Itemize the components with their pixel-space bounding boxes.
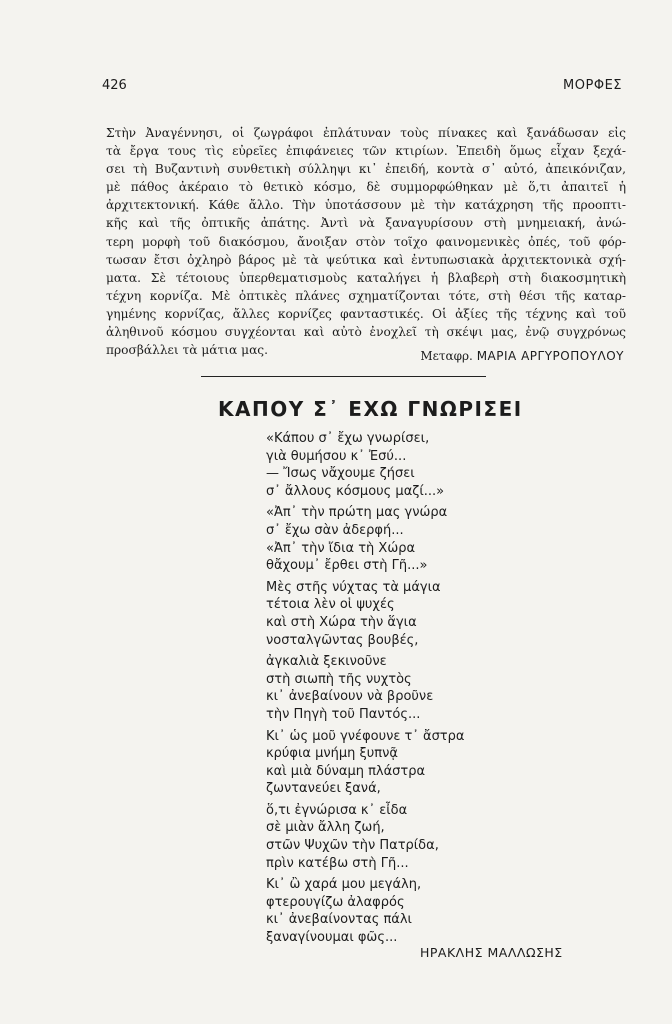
poem-line: κρύφια μνήμη ξυπνᾷ — [266, 746, 398, 762]
poem-stanza — [266, 504, 596, 574]
poem-line: σὲ μιὰν ἄλλη ζωή, — [266, 820, 385, 836]
poem-line: Μὲς στῆς νύχτας τὰ μάγια — [266, 579, 441, 595]
prose-line: τὰ ἔργα τους τὶς εὐρεῖες ἐπιφάνειες τῶν κτιρίων. Ἐπειδὴ ὅμως εἶχαν ξεχά- — [106, 144, 626, 159]
prose-line: τερη μορφὴ τοῦ διακόσμου, ἄνοιξαν στὸν τοῖχο φαινομενικὲς ὀπές, τοῦ φόρ- — [106, 234, 626, 249]
prose-line: ἀρχιτεκτονική. Κάθε ἄλλο. Τὴν ὑποτάσσουν μὲ τὴν κατάχρηση τῆς προοπτι- — [106, 198, 626, 213]
poem-line: κι᾽ ἀνεβαίνοντας πάλι — [266, 912, 412, 928]
poem-body — [266, 430, 596, 951]
poem-line: τὴν Πηγὴ τοῦ Παντός... — [266, 706, 421, 722]
poem-line: Κι᾽ ὡς μοῦ γνέφουνε τ᾽ ἄστρα — [266, 728, 465, 744]
prose-line: μὲ πάθος ἀκέραιο τὸ θετικὸ κόσμο, δὲ συμμορφώθηκαν μὲ ὅ,τι ἀπαιτεῖ ἡ — [106, 180, 626, 195]
page-number: 426 — [102, 78, 127, 93]
prose-line: προσβάλλει τὰ μάτια μας. — [106, 343, 268, 358]
poem-stanza — [266, 653, 596, 723]
poem-line: στὴ σιωπὴ τῆς νυχτὸς — [266, 671, 412, 687]
prose-line: Στὴν Ἀναγέννησι, οἱ ζωγράφοι ἐπλάτυναν τοὺς πίνακες καὶ ξανάδωσαν εἰς — [106, 126, 626, 140]
poem-line: τέτοια λὲν οἱ ψυχές — [266, 597, 395, 613]
poem-stanza — [266, 728, 596, 798]
poem-line: σ᾽ ἔχω σὰν ἀδερφή... — [266, 522, 404, 538]
journal-title: ΜΟΡΦΕΣ — [563, 78, 622, 93]
poem-stanza — [266, 579, 596, 649]
poem-line: «Ἀπ᾽ τὴν ἴδια τὴ Χώρα — [266, 540, 416, 556]
translator-prefix: Μεταφρ. — [420, 349, 473, 363]
prose-line: τέχνη κορνίζα. Μὲ ὀπτικὲς πλάνες σχηματίζονται τότε, στὴ θέσι τῆς καταρ- — [106, 288, 626, 303]
prose-line: γημένης κορνίζας, ἄλλες κορνίζες φανταστικές. Οἱ ἀξίες τῆς τέχνης καὶ τοῦ — [106, 306, 626, 321]
page-header — [102, 78, 622, 98]
poem-line: ξαναγίνουμαι φῶς... — [266, 930, 398, 946]
poem-author: ΗΡΑΚΛΗΣ ΜΑΛΛΩΣΗΣ — [420, 945, 563, 960]
poem-line: νοσταλγῶντας βουβές, — [266, 632, 419, 648]
poem-line: Κι᾽ ὢ χαρά μου μεγάλη, — [266, 877, 422, 893]
poem-line: ζωντανεύει ξανά, — [266, 781, 381, 797]
poem-line: γιὰ θυμήσου κ᾽ Ἐσύ... — [266, 448, 407, 464]
poem-line: καὶ μιὰ δύναμη πλάστρα — [266, 763, 426, 779]
poem-line: ὅ,τι ἐγνώρισα κ᾽ εἶδα — [266, 802, 408, 818]
poem-stanza — [266, 876, 596, 946]
poem-line: «Ἀπ᾽ τὴν πρώτη μας γνώρα — [266, 505, 448, 521]
poem-line: φτερουγίζω ἀλαφρός — [266, 894, 405, 910]
prose-line: ματα. Σὲ τέτοιους ὑπερθεματισμοὺς καταλήγει ἡ βλαβερὴ στὴ διακοσμητικὴ — [106, 270, 626, 285]
prose-line: σει τὴ Βυζαντινὴ συνθετικὴ σύλληψι κι᾽ ἐπειδή, κοντὰ σ᾽ αὐτό, ἀπεικόνιζαν, — [106, 162, 626, 177]
section-divider — [201, 376, 486, 377]
poem-line: κι᾽ ἀνεβαίνουν νὰ βροῦνε — [266, 689, 434, 705]
poem-stanza — [266, 430, 596, 500]
prose-line: τωσαν ἔτσι ὀχληρὸ βάρος μὲ τὰ ψεύτικα καὶ ἐντυπωσιακὰ ἀρχιτεκτονικὰ σχή- — [106, 252, 626, 267]
prose-line: ἀληθινοῦ κόσμου συγχέονται καὶ αὐτὸ ἐνοχλεῖ τὴ σκέψι μας, ἐνῷ συγχρόνως — [106, 325, 626, 340]
poem-line: στῶν Ψυχῶν τὴν Πατρίδα, — [266, 838, 439, 854]
poem-line: «Κάπου σ᾽ ἔχω γνωρίσει, — [266, 431, 430, 446]
poem-line: ἀγκαλιὰ ξεκινοῦνε — [266, 654, 387, 670]
poem-line: — Ἴσως νἄχουμε ζήσει — [266, 466, 415, 482]
poem-title: ΚΑΠΟΥ Σ᾽ ΕΧΩ ΓΝΩΡΙΣΕΙ — [218, 397, 523, 421]
poem-line: θἄχουμ᾽ ἔρθει στὴ Γῆ...» — [266, 558, 428, 574]
prose-line: κῆς καὶ τῆς ὀπτικῆς ἀπάτης. Ἀντὶ νὰ ξαναγυρίσουν στὴ μνημειακή, ἀνώ- — [106, 216, 626, 231]
article-text — [106, 124, 626, 359]
translator-credit — [420, 349, 624, 363]
poem-line: πρὶν κατέβω στὴ Γῆ... — [266, 855, 409, 871]
translator-name: ΜΑΡΙΑ ΑΡΓΥΡΟΠΟΥΛΟΥ — [476, 349, 624, 363]
poem-line: καὶ στὴ Χώρα τὴν ἅγια — [266, 614, 417, 630]
poem-line: σ᾽ ἄλλους κόσμους μαζί...» — [266, 483, 445, 499]
poem-stanza — [266, 802, 596, 872]
